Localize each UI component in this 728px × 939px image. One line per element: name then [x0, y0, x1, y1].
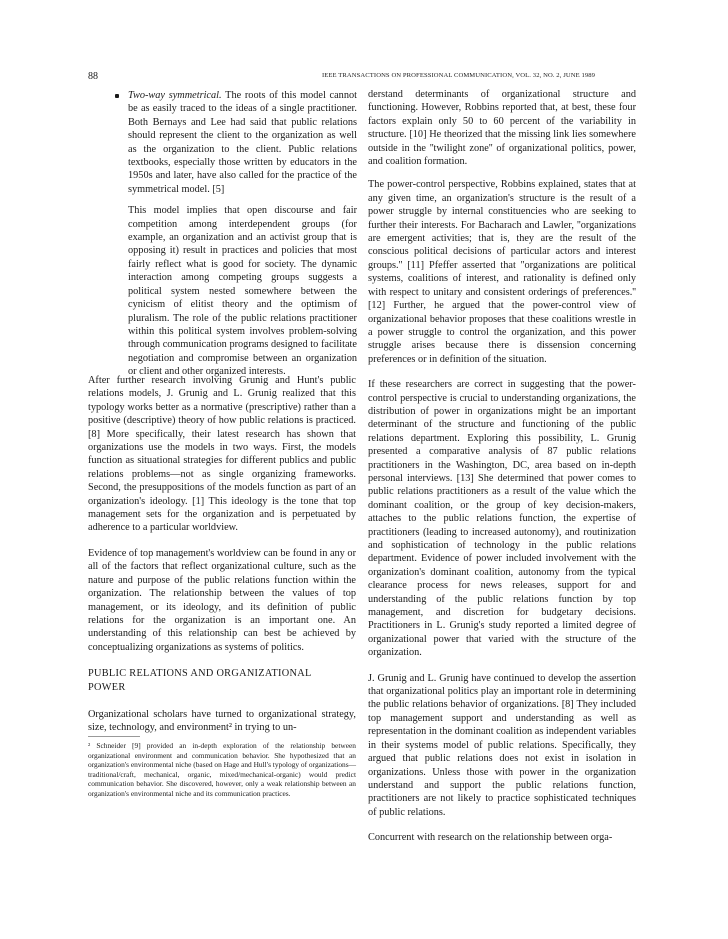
- left-body: [88, 374, 356, 735]
- bullet-paragraph: [128, 89, 357, 196]
- section-heading: [88, 667, 356, 694]
- bullet-label: Two-way symmetrical.: [128, 90, 222, 101]
- footnote-rule: [88, 736, 140, 737]
- right-body: [368, 88, 636, 845]
- left-paragraph-3: Organizational scholars have turned to organizational strategy, size, technology, and environment² in trying to un-: [88, 708, 356, 734]
- bullet-square-icon: [115, 94, 119, 98]
- running-head: IEEE TRANSACTIONS ON PROFESSIONAL COMMUNICATION, VOL. 32, NO. 2, JUNE 1989: [322, 72, 596, 79]
- left-paragraph-2: Evidence of top management's worldview can be found in any or all of the factors that reflect organizational culture, such as the nature and purpose of the public relations function within the organization. The relationship between the values of top management, or its ideology, and its definition of public relations for the organization is an important one. An understanding of this relationship can best be achieved by conceptualizing organizations as systems of politics.: [88, 547, 356, 653]
- right-paragraph-1: derstand determinants of organizational structure and functioning. However, Robbins reported that, at best, these four factors explain only 50 to 60 percent of the variability in structure. [10] He theorized that the missing link lies somewhere outside in the ''twilight zone'' of organizational politics, power, and coalition formation.: [368, 89, 636, 168]
- left-bullet-block: [128, 89, 357, 379]
- right-paragraph-2: The power-control perspective, Robbins explained, states that at any given time, an organization's structure is the result of a power struggle by internal constituencies who are seeking to further their interests. For Bacharach and Lawler, ''organizations are emergent activities; that is, they are the result of the conscious political decisions of particular actors and interest groups.'' [11] Pfeffer asserted that ''organizations are political systems, coalitions of interest, and rationality is defined only with respect to unitary and consistent orderings of preferences.'' [12] Further, he argued that the power-control view of organizational behavior proposes that these coalitions wrestle in a power struggle to control the organization, and this power struggle arises because there is dissension concerning preferences or in definition of the situation.: [368, 179, 636, 365]
- bullet-paragraph-2: This model implies that open discourse and fair competition among interdependent groups (for example, an organization and an activist group that is opposing it) result in practices and policies that most fairly reflect what is good for society. The dynamic interaction among competing groups suggests a political system nested somewhere between the cynicism of elitist theory and the optimism of pluralism. The role of the public relations practitioner within this political system involves problem-solving through communication programs designed to facilitate negotiation and compromise between an organization or client and other organized interests.: [128, 205, 357, 378]
- bullet-text: The roots of this model cannot be as easily traced to the ideas of a single practitioner. Both Bernays and Lee had said that public relations should represent the client to the organization as well as the organization to the client. Public relations textbooks, especially those written by educators in the 1950s and later, have also called for the practice of the symmetrical model. [5]: [128, 90, 357, 195]
- page-number: 88: [88, 71, 98, 82]
- section-heading-line-1: PUBLIC RELATIONS AND ORGANIZATIONAL: [88, 668, 312, 680]
- right-paragraph-4: J. Grunig and L. Grunig have continued to develop the assertion that organizational politics play an important role in determining the public relations behavior of organizations. [8] They included top management support and understanding as well as representation in the dominant coalition as independent variables in their systems model of public relations. Specifically, they argued that public relations does not exist in isolation in organizations. Unless those with power in the organization understand and support the public relations function, practitioners are not likely to practice sophisticated techniques of public relations.: [368, 672, 636, 818]
- left-paragraph-1: After further research involving Grunig and Hunt's public relations models, J. Grunig and L. Grunig realized that this typology works better as a normative (prescriptive) rather than a positive (descriptive) theory of how public relations is practiced. [8] More specifically, their latest research has shown that organizations use the models in two ways. First, the models function as situational strategies for different publics and public relations problems—not as single organizing frameworks. Second, the presuppositions of the models function as part of an organization's ideology. [1] This ideology is the tone that top management sets for the organization and is perpetuated by adherence to a particular worldview.: [88, 375, 356, 534]
- section-heading-line-2: POWER: [88, 681, 126, 693]
- right-paragraph-3: If these researchers are correct in suggesting that the power-control perspective is crucial to understanding organizations, the distribution of power in organizations might be an important determinant of the structure and functioning of the public relations department. Exploring this possibility, L. Grunig presented a comparative analysis of 87 public relations practitioners in the Washington, DC, area based on in-depth personal interviews. [13] She determined that power comes to public relations practitioners as a result of the value which the dominant coalition, or the group of key decision-makers, attaches to the public relations function, the expertise of practitioners (leading to increased autonomy), and routinization and sophistication of technology in the public relations department. Evidence of power included involvement with the organization's dominant coalition, autonomy from the typical clearance process for news releases, support for and understanding of the public relations function by top management, and discretion for budgetary decisions. Practitioners in L. Grunig's study reported a limited degree of organizational power that varied with the structure of the organization.: [368, 379, 636, 659]
- right-paragraph-5: Concurrent with research on the relationship between orga-: [368, 832, 613, 844]
- footnote: ² Schneider [9] provided an in-depth exploration of the relationship between organizational environment and communication behavior. She hypothesized that an organization's environmental niche (based on Hage and Hull's typology of organizations—traditional/craft, mechanical, organic, mixed/mechanical-organic) would predict communication behavior. She discovered, however, only a weak relationship between an organization's environmental niche and its communication practices.: [88, 741, 356, 798]
